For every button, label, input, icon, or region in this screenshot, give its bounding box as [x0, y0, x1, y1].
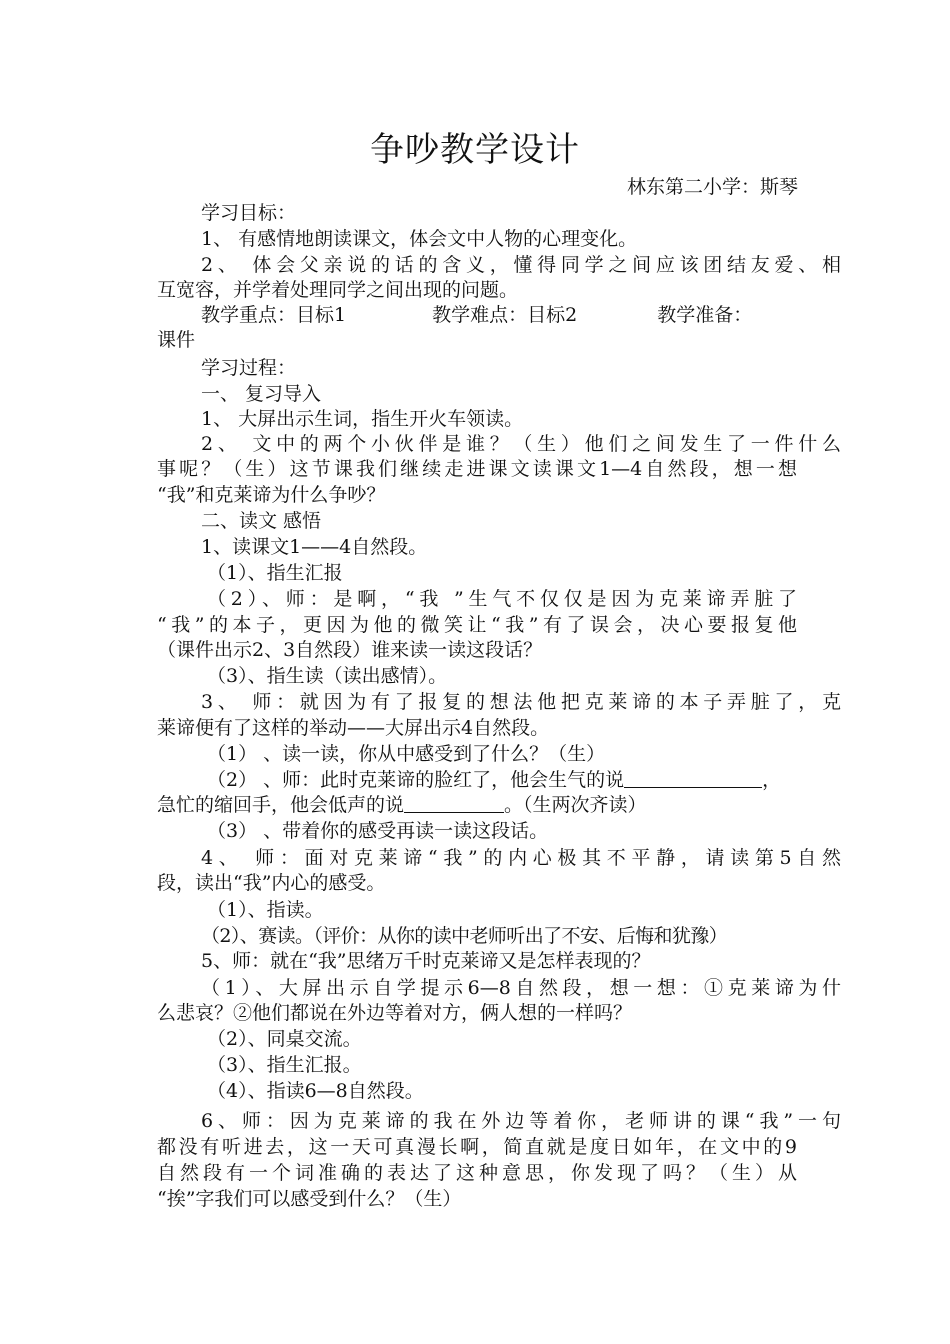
text-line: “挨”字我们可以感受到什么？（生） [157, 1188, 462, 1210]
text-line: （3）、指生汇报。 [207, 1054, 362, 1076]
text-line: （1） 、读一读，你从中感受到了什么？（生） [207, 743, 606, 765]
text-line: （4）、指读6—8自然段。 [207, 1080, 424, 1102]
text-line: 5、师：就在“我”思绪万千时克莱谛又是怎样表现的？ [201, 950, 651, 972]
text-line: 1、读课文1——4自然段。 [201, 536, 428, 558]
section-heading: 二、读文 感悟 [201, 510, 322, 532]
answer-blank [624, 769, 762, 788]
text-line: 段，读出“我”内心的感受。 [157, 872, 386, 894]
text-segment: ， [762, 769, 782, 791]
text-line: 2、 体会父亲说的话的含义，懂得同学之间应该团结友爱、相 [201, 254, 841, 276]
text-line: （2）、同桌交流。 [207, 1028, 362, 1050]
text-line: 2、 文中的两个小伙伴是谁？（生）他们之间发生了一件什么 [201, 433, 841, 455]
text-line: 6、师：因为克莱谛的我在外边等着你，老师讲的课“我”一句 [201, 1110, 841, 1132]
text-segment: 。（生两次齐读） [504, 794, 647, 816]
section-heading: 一、 复习导入 [201, 383, 322, 405]
key-point: 教学重点：目标1 [201, 304, 347, 326]
text-line: 么悲哀？②他们都说在外边等着对方，俩人想的一样吗？ [157, 1002, 633, 1024]
text-line: 事呢？（生）这节课我们继续走进课文读课文1—4自然段，想一想 [157, 458, 797, 480]
text-line: 课件 [157, 329, 196, 351]
document-title: 争吵教学设计 [370, 130, 580, 170]
difficult-point: 教学难点：目标2 [432, 304, 578, 326]
text-line: 自然段有一个词准确的表达了这种意思，你发现了吗？（生）从 [157, 1162, 797, 1184]
text-segment: （2） 、师：此时克莱谛的脸红了，他会生气的说 [207, 769, 625, 791]
text-line: （1）、指读。 [207, 899, 324, 921]
text-segment: 急忙的缩回手，他会低声的说 [157, 794, 405, 816]
text-line: （2）、赛读。（评价：从你的读中老师听出了不安、后悔和犹豫） [201, 925, 728, 947]
focus-row [157, 302, 841, 328]
preparation-label: 教学准备： [657, 304, 753, 326]
text-line: （1）、大屏出示自学提示6—8自然段，想一想：①克莱谛为什 [201, 977, 841, 999]
text-line: “我”的本子，更因为他的微笑让“我”有了误会，决心要报复他 [157, 614, 797, 636]
text-line: 互宽容，并学着处理同学之间出现的问题。 [157, 279, 519, 301]
text-line: “我”和克莱谛为什么争吵？ [157, 484, 386, 506]
text-line: 4、 师：面对克莱谛“我”的内心极其不平静，请读第5自然 [201, 847, 841, 869]
text-line: 学习过程： [201, 357, 297, 379]
text-line: 莱谛便有了这样的举动——大屏出示4自然段。 [157, 717, 550, 739]
text-line: 学习目标： [201, 202, 297, 224]
text-line: （3） 、带着你的感受再读一读这段话。 [207, 820, 549, 842]
text-line: 1、 大屏出示生词，指生开火车领读。 [201, 408, 524, 430]
text-line: （2）、师：是啊，“我 ”生气不仅仅是因为克莱谛弄脏了 [207, 588, 797, 610]
text-line: 3、 师：就因为有了报复的想法他把克莱谛的本子弄脏了，克 [201, 691, 841, 713]
text-line: （3）、指生读（读出感情）。 [207, 665, 448, 687]
text-line: （课件出示2、3自然段）谁来读一读这段话？ [157, 639, 543, 661]
answer-blank [404, 794, 504, 813]
fill-in-row [157, 767, 847, 793]
fill-in-row [157, 792, 797, 818]
text-line: 1、 有感情地朗读课文，体会文中人物的心理变化。 [201, 228, 638, 250]
text-line: 都没有听进去，这一天可真漫长啊，简直就是度日如年，在文中的9 [157, 1136, 797, 1158]
text-line: （1）、指生汇报 [207, 562, 343, 584]
author-line: 林东第二小学：斯琴 [626, 176, 798, 198]
